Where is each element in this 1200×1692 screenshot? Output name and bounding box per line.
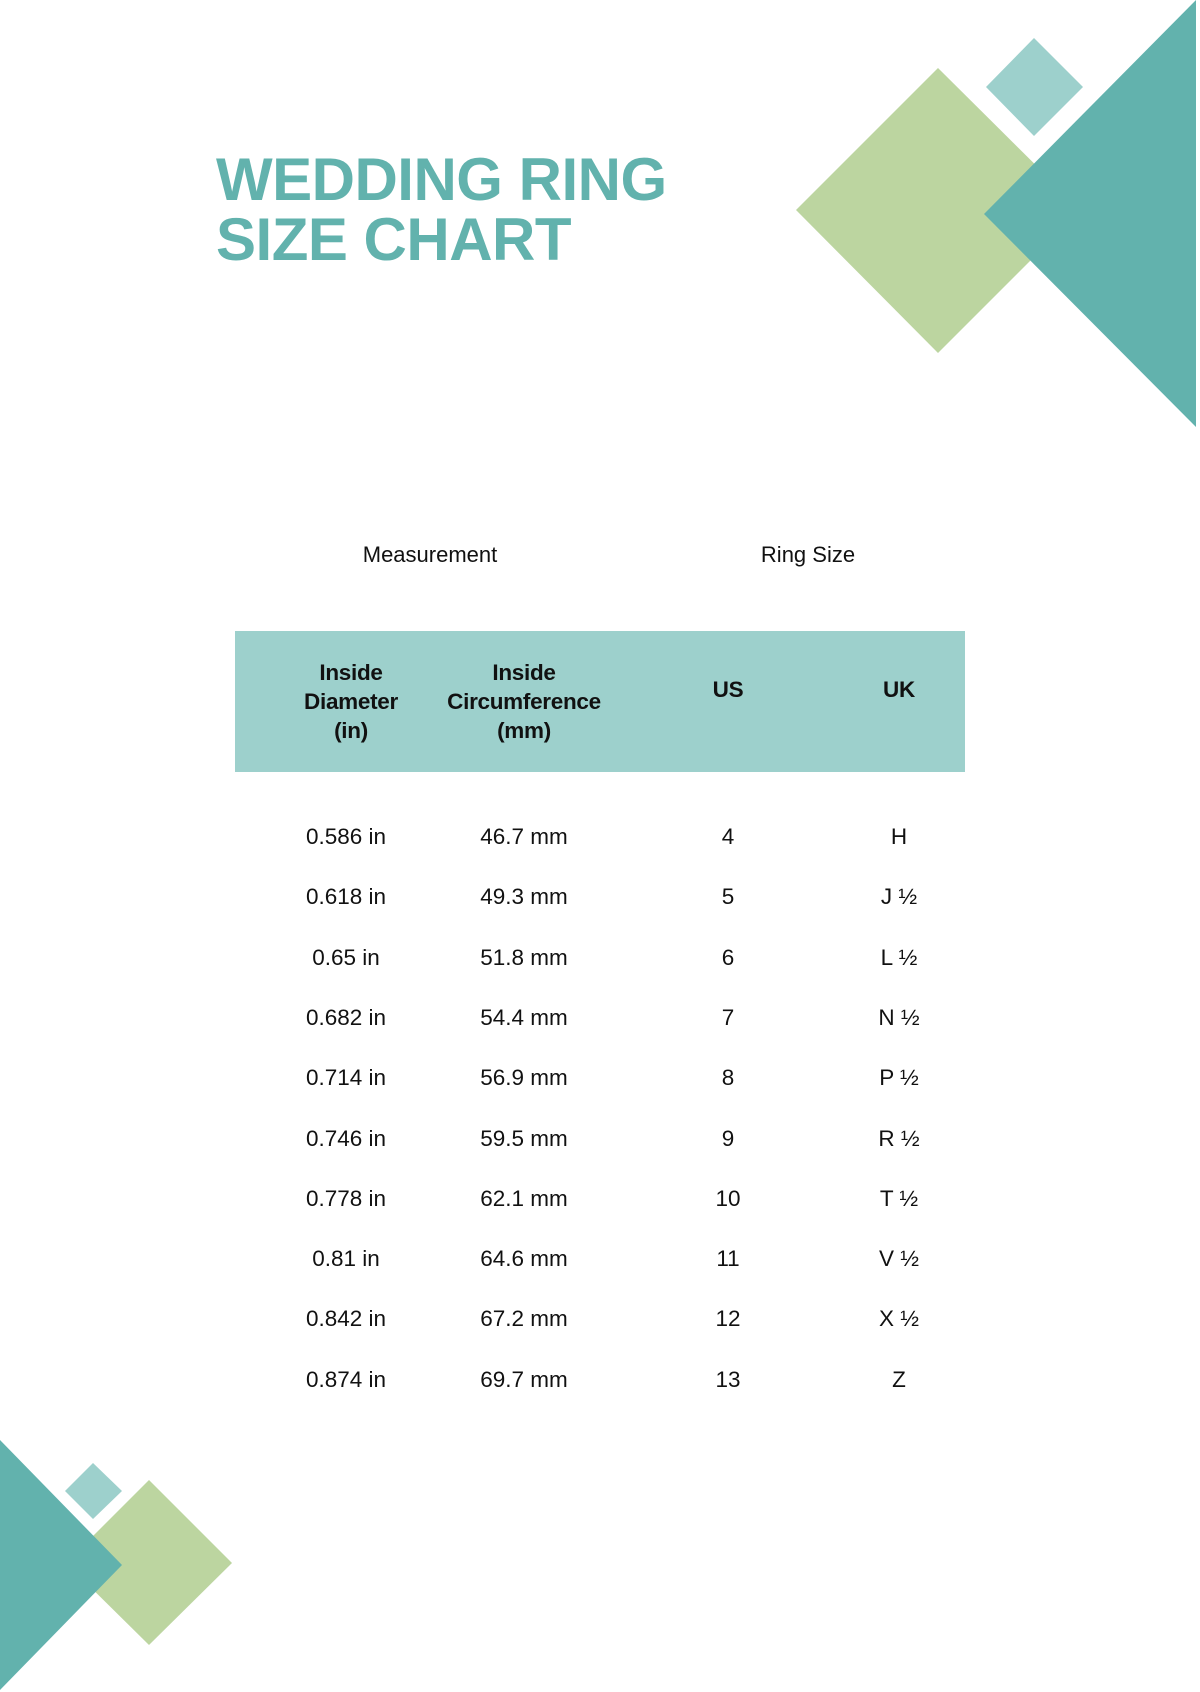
cell-inside-circumference: 51.8 mm <box>480 944 568 970</box>
header-text: Diameter <box>304 689 398 714</box>
cell-inside-diameter: 0.874 in <box>305 1366 387 1392</box>
cell-uk-size: P ½ <box>879 1065 919 1091</box>
header-inside-diameter <box>304 631 398 772</box>
cell-us-size: 10 <box>715 1185 741 1211</box>
cell-uk-size: H <box>890 824 908 849</box>
table-row <box>0 928 1200 988</box>
cell-inside-diameter: 0.618 in <box>305 884 387 910</box>
cell-us-size: 5 <box>721 884 735 910</box>
header-text: US <box>712 677 744 702</box>
header-text: Inside <box>492 660 556 685</box>
table-row <box>0 1048 1200 1108</box>
table-row <box>0 1350 1200 1410</box>
cell-inside-circumference: 67.2 mm <box>480 1306 568 1332</box>
header-text: Circumference <box>447 689 601 714</box>
cell-inside-circumference: 59.5 mm <box>480 1125 568 1151</box>
cell-inside-diameter: 0.81 in <box>312 1246 380 1272</box>
cell-inside-circumference: 46.7 mm <box>480 824 568 849</box>
cell-us-size: 8 <box>721 1065 735 1091</box>
cell-uk-size: X ½ <box>878 1306 920 1332</box>
cell-uk-size: V ½ <box>878 1246 920 1272</box>
measurement-group-label: Measurement <box>362 542 498 567</box>
header-text: UK <box>883 677 915 702</box>
header-us <box>713 631 744 772</box>
cell-us-size: 11 <box>716 1246 740 1272</box>
table-row <box>0 1169 1200 1229</box>
page-title <box>216 146 667 273</box>
bottom-teal-triangle-shape <box>0 1440 122 1690</box>
cell-inside-circumference: 62.1 mm <box>480 1185 568 1211</box>
table-row <box>0 867 1200 927</box>
cell-inside-diameter: 0.778 in <box>305 1185 387 1211</box>
top-teal-triangle-shape <box>984 0 1196 427</box>
cell-us-size: 4 <box>721 824 735 849</box>
title-line-1: WEDDING RING <box>216 146 667 213</box>
cell-uk-size: R ½ <box>878 1125 920 1151</box>
cell-us-size: 12 <box>715 1306 741 1332</box>
cell-inside-circumference: 49.3 mm <box>480 884 568 910</box>
table-header <box>235 631 965 772</box>
title-line-2: SIZE CHART <box>216 206 571 273</box>
header-text: (mm) <box>497 718 551 743</box>
cell-inside-diameter: 0.586 in <box>305 824 387 849</box>
header-inside-circumference <box>447 631 601 772</box>
cell-inside-diameter: 0.746 in <box>305 1125 387 1151</box>
ring-size-group-label: Ring Size <box>760 542 856 567</box>
cell-uk-size: L ½ <box>880 944 918 970</box>
bottom-small-diamond-shape <box>65 1463 122 1519</box>
cell-inside-circumference: 56.9 mm <box>480 1065 568 1091</box>
cell-uk-size: N ½ <box>878 1004 920 1030</box>
cell-inside-circumference: 64.6 mm <box>480 1246 568 1272</box>
cell-inside-diameter: 0.842 in <box>305 1306 387 1332</box>
cell-inside-circumference: 54.4 mm <box>480 1004 568 1030</box>
table-row <box>0 1229 1200 1289</box>
table-row <box>0 1289 1200 1349</box>
cell-uk-size: J ½ <box>880 884 918 910</box>
cell-us-size: 13 <box>715 1366 741 1392</box>
bottom-green-diamond-shape <box>66 1480 232 1645</box>
header-text: Inside <box>319 660 383 685</box>
top-green-diamond-shape <box>796 68 1081 353</box>
cell-uk-size: T ½ <box>879 1185 919 1211</box>
cell-uk-size: Z <box>892 1366 906 1392</box>
header-text: (in) <box>334 718 368 743</box>
top-small-diamond-shape <box>986 38 1083 136</box>
table-row <box>0 807 1200 867</box>
cell-us-size: 6 <box>721 944 735 970</box>
header-uk <box>883 631 915 772</box>
table-row <box>0 988 1200 1048</box>
cell-us-size: 7 <box>721 1004 735 1030</box>
table-row <box>0 1109 1200 1169</box>
cell-inside-diameter: 0.714 in <box>305 1065 387 1091</box>
cell-inside-diameter: 0.682 in <box>305 1004 387 1030</box>
cell-us-size: 9 <box>721 1125 735 1151</box>
cell-inside-circumference: 69.7 mm <box>480 1366 568 1392</box>
cell-inside-diameter: 0.65 in <box>312 944 380 970</box>
